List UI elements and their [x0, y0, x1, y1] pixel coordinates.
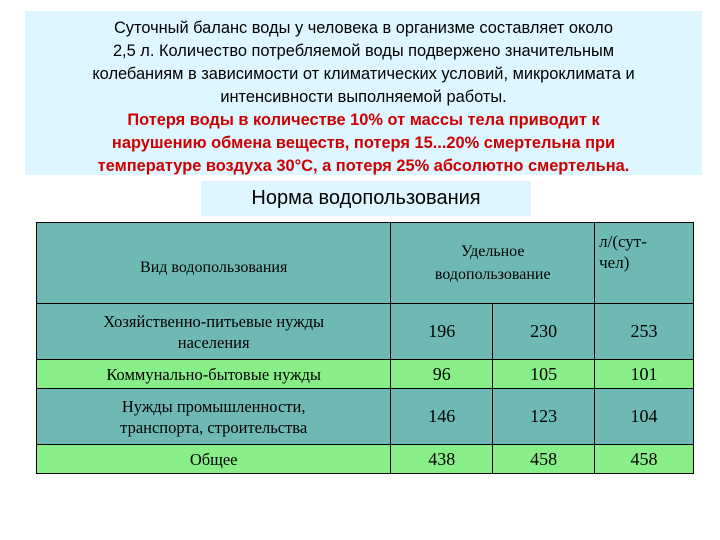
row-label-line: Нужды промышленности,	[121, 396, 306, 416]
intro-text-box	[25, 11, 702, 175]
intro-line: 2,5 л. Количество потребляемой воды подвержено значительным	[112, 42, 615, 60]
value-cell: 458	[595, 445, 694, 474]
header-kind-cell	[37, 223, 391, 304]
row-label-cell	[37, 304, 391, 360]
row-label-cell	[37, 360, 391, 389]
value-cell: 101	[595, 360, 694, 389]
header-specific-cell	[391, 223, 595, 304]
intro-line: интенсивности выполняемой работы.	[220, 88, 507, 106]
value-cell: 458	[493, 445, 595, 474]
header-specific-label	[391, 240, 594, 286]
row-label-line: населения	[177, 332, 250, 352]
value-cell: 230	[493, 304, 595, 360]
table-row	[37, 304, 694, 360]
value-cell: 96	[391, 360, 493, 389]
water-usage-table	[36, 222, 694, 474]
section-title: Норма водопользования	[201, 181, 531, 216]
table-header-row	[37, 223, 694, 304]
intro-line: Суточный баланс воды у человека в организме составляет около	[113, 19, 614, 37]
value-cell: 146	[391, 389, 493, 445]
header-specific-line: водопользование	[434, 266, 551, 283]
value-cell: 123	[493, 389, 595, 445]
table-row	[37, 360, 694, 389]
warning-line: нарушению обмена веществ, потеря 15...20% смертельна при	[111, 134, 616, 152]
header-kind-label: Вид водопользования	[140, 259, 288, 276]
table-row	[37, 389, 694, 445]
value-cell: 196	[391, 304, 493, 360]
row-label	[37, 396, 390, 438]
intro-line: колебаниям в зависимости от климатических условий, микроклимата и	[92, 65, 635, 83]
row-label-line: Хозяйственно-питьевые нужды	[103, 311, 325, 331]
row-label-line: транспорта, строительства	[120, 417, 308, 437]
warning-line: температуре воздуха 30°С, а потеря 25% абсолютно смертельна.	[97, 157, 630, 175]
row-label	[37, 311, 390, 353]
warning-paragraph	[33, 109, 694, 178]
row-label: Общее	[189, 449, 238, 469]
header-unit-line: л/(сут-	[599, 232, 647, 251]
header-unit-line: чел)	[599, 253, 630, 272]
row-label-cell	[37, 445, 391, 474]
header-unit-label	[595, 223, 693, 273]
table-row	[37, 445, 694, 474]
warning-line: Потеря воды в количестве 10% от массы тела приводит к	[127, 111, 600, 129]
header-unit-cell	[595, 223, 694, 304]
header-specific-line: Удельное	[461, 243, 525, 260]
row-label: Коммунально-бытовые нужды	[106, 364, 322, 384]
value-cell: 104	[595, 389, 694, 445]
value-cell: 253	[595, 304, 694, 360]
value-cell: 105	[493, 360, 595, 389]
intro-paragraph	[33, 17, 694, 109]
row-label-cell	[37, 389, 391, 445]
value-cell: 438	[391, 445, 493, 474]
